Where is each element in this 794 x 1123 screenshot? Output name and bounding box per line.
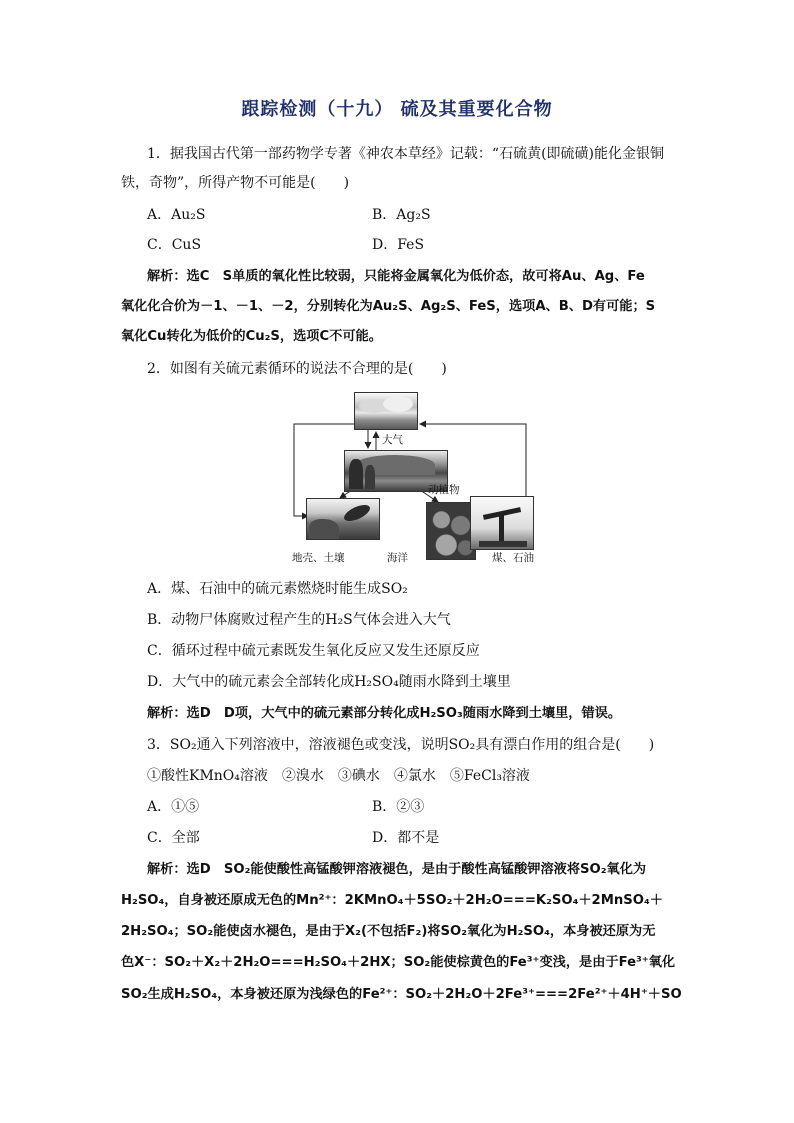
q2-stem: 2．如图有关硫元素循环的说法不合理的是( ) <box>147 361 447 377</box>
q3-items: ①酸性KMnO₄溶液 ②溴水 ③碘水 ④氯水 ⑤FeCl₃溶液 <box>147 768 530 784</box>
q3-solution-line2: H₂SO₄，自身被还原成无色的Mn²⁺：2KMnO₄＋5SO₂＋2H₂O===K₂SO₄＋2MnSO₄＋ <box>121 893 663 908</box>
q2-option-d: D．大气中的硫元素会全部转化成H₂SO₄随雨水降到土壤里 <box>147 674 511 690</box>
atmosphere-image <box>354 392 418 430</box>
q2-option-b: B．动物尸体腐败过程产生的H₂S气体会进入大气 <box>147 612 451 628</box>
q3-solution-line5: SO₂生成H₂SO₄，本身被还原为浅绿色的Fe²⁺：SO₂＋2H₂O＋2Fe³⁺===2Fe²⁺＋4H⁺＋SO <box>121 987 682 1002</box>
oil-well-image <box>470 496 534 550</box>
q1-stem-line2: 铁，奇物”，所得产物不可能是( ) <box>121 175 350 191</box>
q3-option-a: A．①⑤ <box>147 799 200 815</box>
page-title: 跟踪检测（十九） 硫及其重要化合物 <box>241 99 553 120</box>
q2-option-c: C．循环过程中硫元素既发生氧化反应又发生还原反应 <box>147 643 480 659</box>
q1-stem-line1: 1．据我国古代第一部药物学专著《神农本草经》记载：“石硫黄(即硫磺)能化金银铜 <box>147 146 664 162</box>
q1-solution-line1: 解析：选C S单质的氧化性比较弱，只能将金属氧化为低价态，故可将Au、Ag、Fe <box>147 269 645 284</box>
q3-solution-line3: 2H₂SO₄；SO₂能使卤水褪色，是由于X₂(不包括F₂)将SO₂氧化为H₂SO₄，本身被还原为无 <box>121 924 656 939</box>
q2-solution: 解析：选D D项，大气中的硫元素部分转化成H₂SO₃随雨水降到土壤里，错误。 <box>147 706 622 721</box>
q3-option-d: D．都不是 <box>372 830 440 846</box>
q3-option-c: C．全部 <box>147 830 200 846</box>
label-organisms: 动植物 <box>428 484 460 496</box>
q3-option-b: B．②③ <box>372 799 425 815</box>
sulfur-cycle-diagram <box>290 392 540 564</box>
q3-solution-line1: 解析：选D SO₂能使酸性高锰酸钾溶液褪色，是由于酸性高锰酸钾溶液将SO₂氧化为 <box>147 862 647 877</box>
label-fuel: 煤、石油 <box>492 552 534 564</box>
label-ocean: 海洋 <box>387 552 408 564</box>
q2-option-a: A．煤、石油中的硫元素燃烧时能生成SO₂ <box>147 581 408 597</box>
q1-option-d: D．FeS <box>372 237 425 253</box>
q1-solution-line3: 氧化Cu转化为低价的Cu₂S，选项C不可能。 <box>121 329 382 344</box>
q1-option-b: B．Ag₂S <box>372 207 431 223</box>
q3-solution-line4: 色X⁻：SO₂＋X₂＋2H₂O===H₂SO₄＋2HX；SO₂能使棕黄色的Fe³⁺变浅，是由于Fe³⁺氧化 <box>121 955 676 970</box>
q3-stem: 3．SO₂通入下列溶液中，溶液褪色或变浅，说明SO₂具有漂白作用的组合是( ) <box>147 737 655 753</box>
ocean-image <box>306 498 380 540</box>
label-crust: 地壳、土壤 <box>292 552 345 564</box>
coal-image <box>426 502 476 560</box>
q1-option-a: A．Au₂S <box>147 207 206 223</box>
label-atmosphere: 大气 <box>382 434 403 446</box>
q1-option-c: C．CuS <box>147 237 202 253</box>
q1-solution-line2: 氧化化合价为－1、－1、－2，分别转化为Au₂S、Ag₂S、FeS，选项A、B、D有可能；S <box>121 299 656 314</box>
